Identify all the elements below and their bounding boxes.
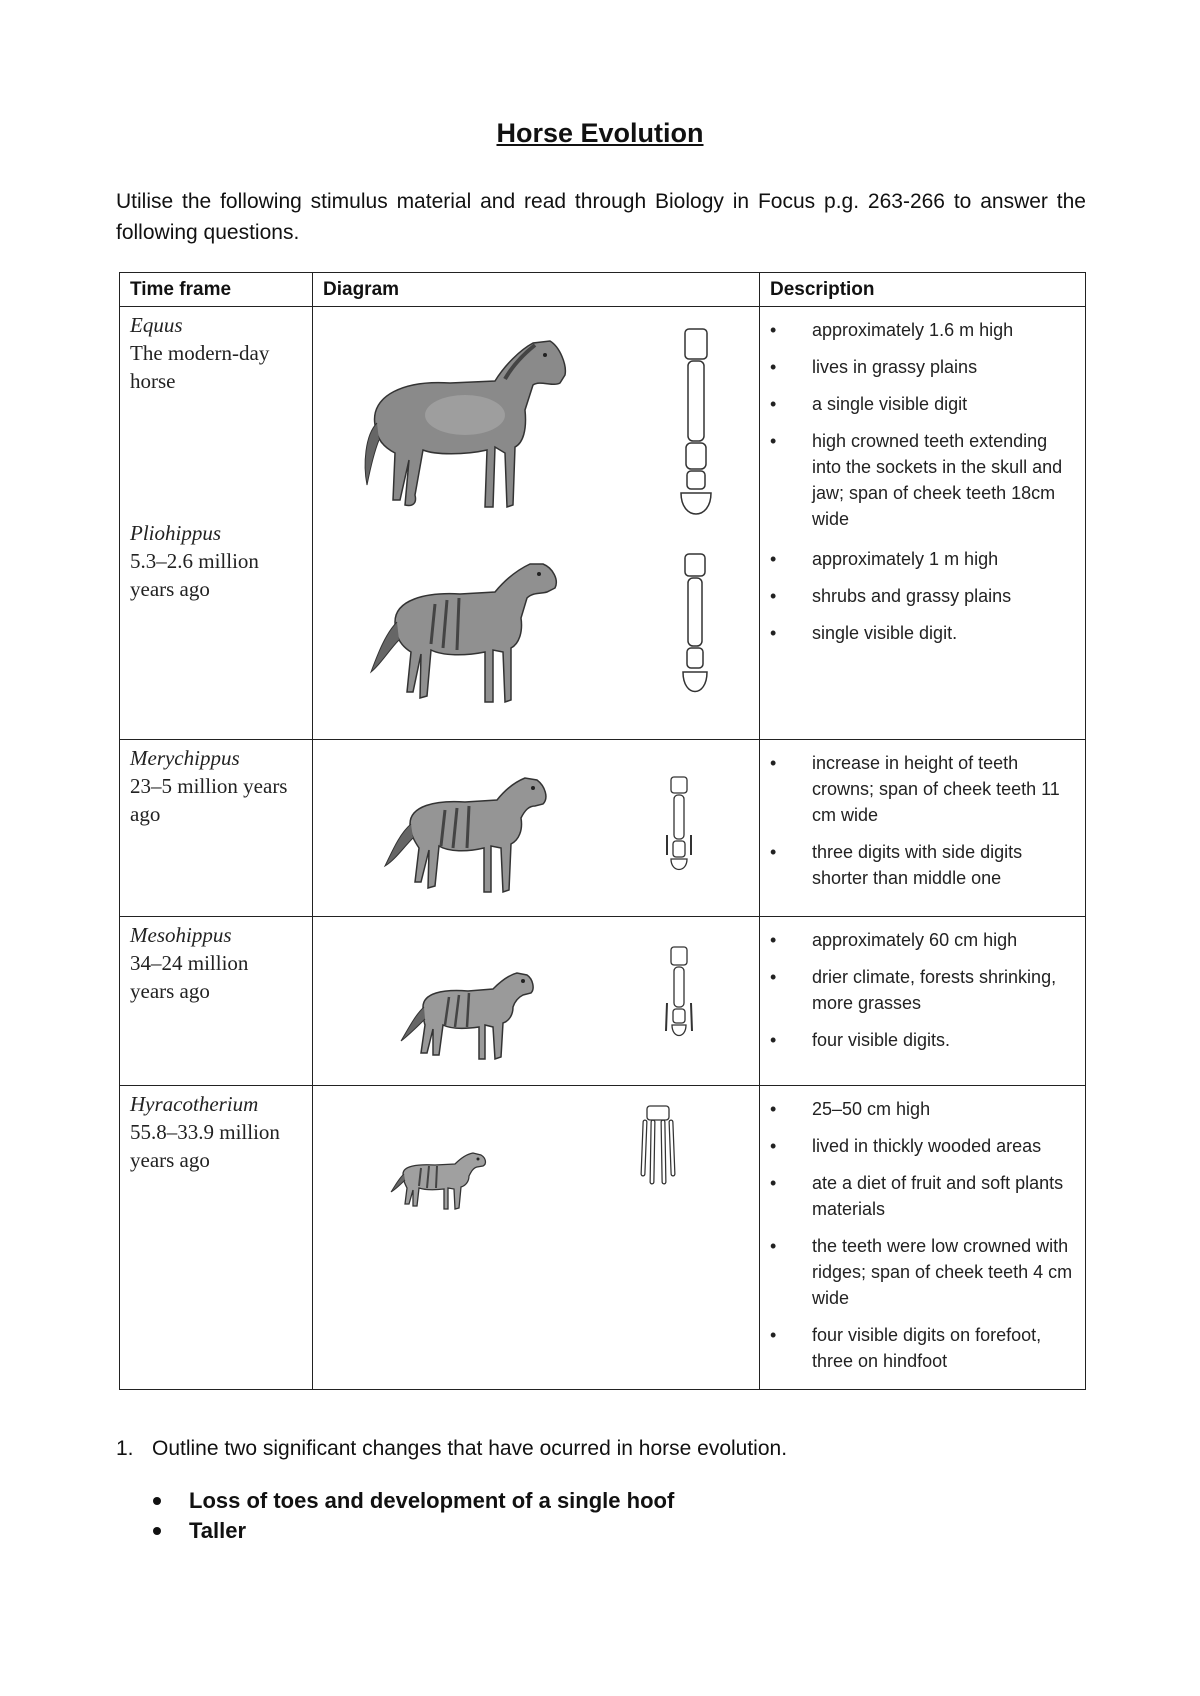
header-time-frame: Time frame — [120, 273, 313, 307]
time-range-pliohippus: 5.3–2.6 million years ago — [130, 549, 259, 601]
diagram-cell — [313, 1086, 760, 1390]
list-item: • a single visible digit — [760, 391, 1085, 417]
page-title: Horse Evolution — [496, 118, 704, 148]
diagram-cell — [313, 307, 760, 740]
hyracotherium-description-list — [760, 1086, 1085, 1374]
table-header-row — [120, 273, 1086, 307]
pliohippus-description-list — [760, 543, 1085, 646]
list-item: • approximately 1 m high — [760, 546, 1085, 572]
intro-paragraph: Utilise the following stimulus material and read through Biology in Focus p.g. 263-266 to answer the following questions. — [116, 190, 1086, 244]
list-item: • the teeth were low crowned with ridges; span of cheek teeth 4 cm wide — [760, 1233, 1085, 1311]
answer-list — [153, 1486, 674, 1546]
genus-name-merychippus: Merychippus — [130, 746, 240, 770]
answer-item: Loss of toes and development of a single hoof — [153, 1486, 674, 1516]
equus-horse-illustration — [355, 335, 575, 525]
diagram-cell — [313, 740, 760, 917]
diagram-cell — [313, 917, 760, 1086]
time-frame-cell — [120, 307, 313, 740]
pliohippus-horse-illustration — [365, 552, 565, 712]
table-row — [120, 307, 1086, 740]
table-row — [120, 740, 1086, 917]
list-item: • lived in thickly wooded areas — [760, 1133, 1085, 1159]
genus-name-pliohippus: Pliohippus — [130, 521, 222, 545]
time-range-equus: The modern-day horse — [130, 341, 270, 393]
time-range-merychippus: 23–5 million years ago — [130, 774, 288, 826]
header-description: Description — [760, 273, 1086, 307]
genus-name-equus: Equus — [130, 313, 183, 337]
equus-foot-bones-illustration — [671, 325, 721, 525]
mesohippus-description-list — [760, 917, 1085, 1053]
hyracotherium-illustration — [383, 1144, 503, 1214]
merychippus-description-list — [760, 740, 1085, 891]
list-item: • drier climate, forests shrinking, more grasses — [760, 964, 1085, 1016]
pliohippus-foot-bones-illustration — [675, 552, 715, 702]
question-number: 1. — [116, 1437, 134, 1460]
list-item: • three digits with side digits shorter than middle one — [760, 839, 1085, 891]
table-row — [120, 917, 1086, 1086]
description-cell — [760, 1086, 1086, 1390]
mesohippus-foot-bones-illustration — [663, 945, 695, 1045]
time-range-hyracotherium: 55.8–33.9 million years ago — [130, 1120, 280, 1172]
horse-evolution-table — [119, 272, 1086, 1390]
genus-name-hyracotherium: Hyracotherium — [130, 1092, 259, 1116]
description-cell — [760, 740, 1086, 917]
hyracotherium-foot-bones-illustration — [635, 1104, 681, 1190]
merychippus-horse-illustration — [365, 762, 565, 902]
time-range-mesohippus: 34–24 million years ago — [130, 951, 249, 1003]
list-item: • high crowned teeth extending into the sockets in the skull and jaw; span of cheek teeth 18cm wide — [760, 428, 1085, 532]
list-item: • ate a diet of fruit and soft plants materials — [760, 1170, 1085, 1222]
header-diagram: Diagram — [313, 273, 760, 307]
question-1 — [116, 1437, 787, 1461]
answer-item: Taller — [153, 1516, 674, 1546]
description-cell — [760, 917, 1086, 1086]
merychippus-foot-bones-illustration — [663, 775, 695, 875]
question-text: Outline two significant changes that have ocurred in horse evolution. — [152, 1437, 788, 1460]
mesohippus-horse-illustration — [383, 957, 553, 1067]
list-item: • single visible digit. — [760, 620, 1085, 646]
equus-description-list — [760, 307, 1085, 532]
list-item: • 25–50 cm high — [760, 1096, 1085, 1122]
list-item: • four visible digits. — [760, 1027, 1085, 1053]
list-item: • four visible digits on forefoot, three on hindfoot — [760, 1322, 1085, 1374]
time-frame-cell — [120, 917, 313, 1086]
time-frame-cell — [120, 1086, 313, 1390]
list-item: • lives in grassy plains — [760, 354, 1085, 380]
list-item: • approximately 60 cm high — [760, 927, 1085, 953]
time-frame-cell — [120, 740, 313, 917]
list-item: • shrubs and grassy plains — [760, 583, 1085, 609]
description-cell — [760, 307, 1086, 740]
genus-name-mesohippus: Mesohippus — [130, 923, 232, 947]
list-item: • approximately 1.6 m high — [760, 317, 1085, 343]
list-item: • increase in height of teeth crowns; span of cheek teeth 11 cm wide — [760, 750, 1085, 828]
table-row — [120, 1086, 1086, 1390]
